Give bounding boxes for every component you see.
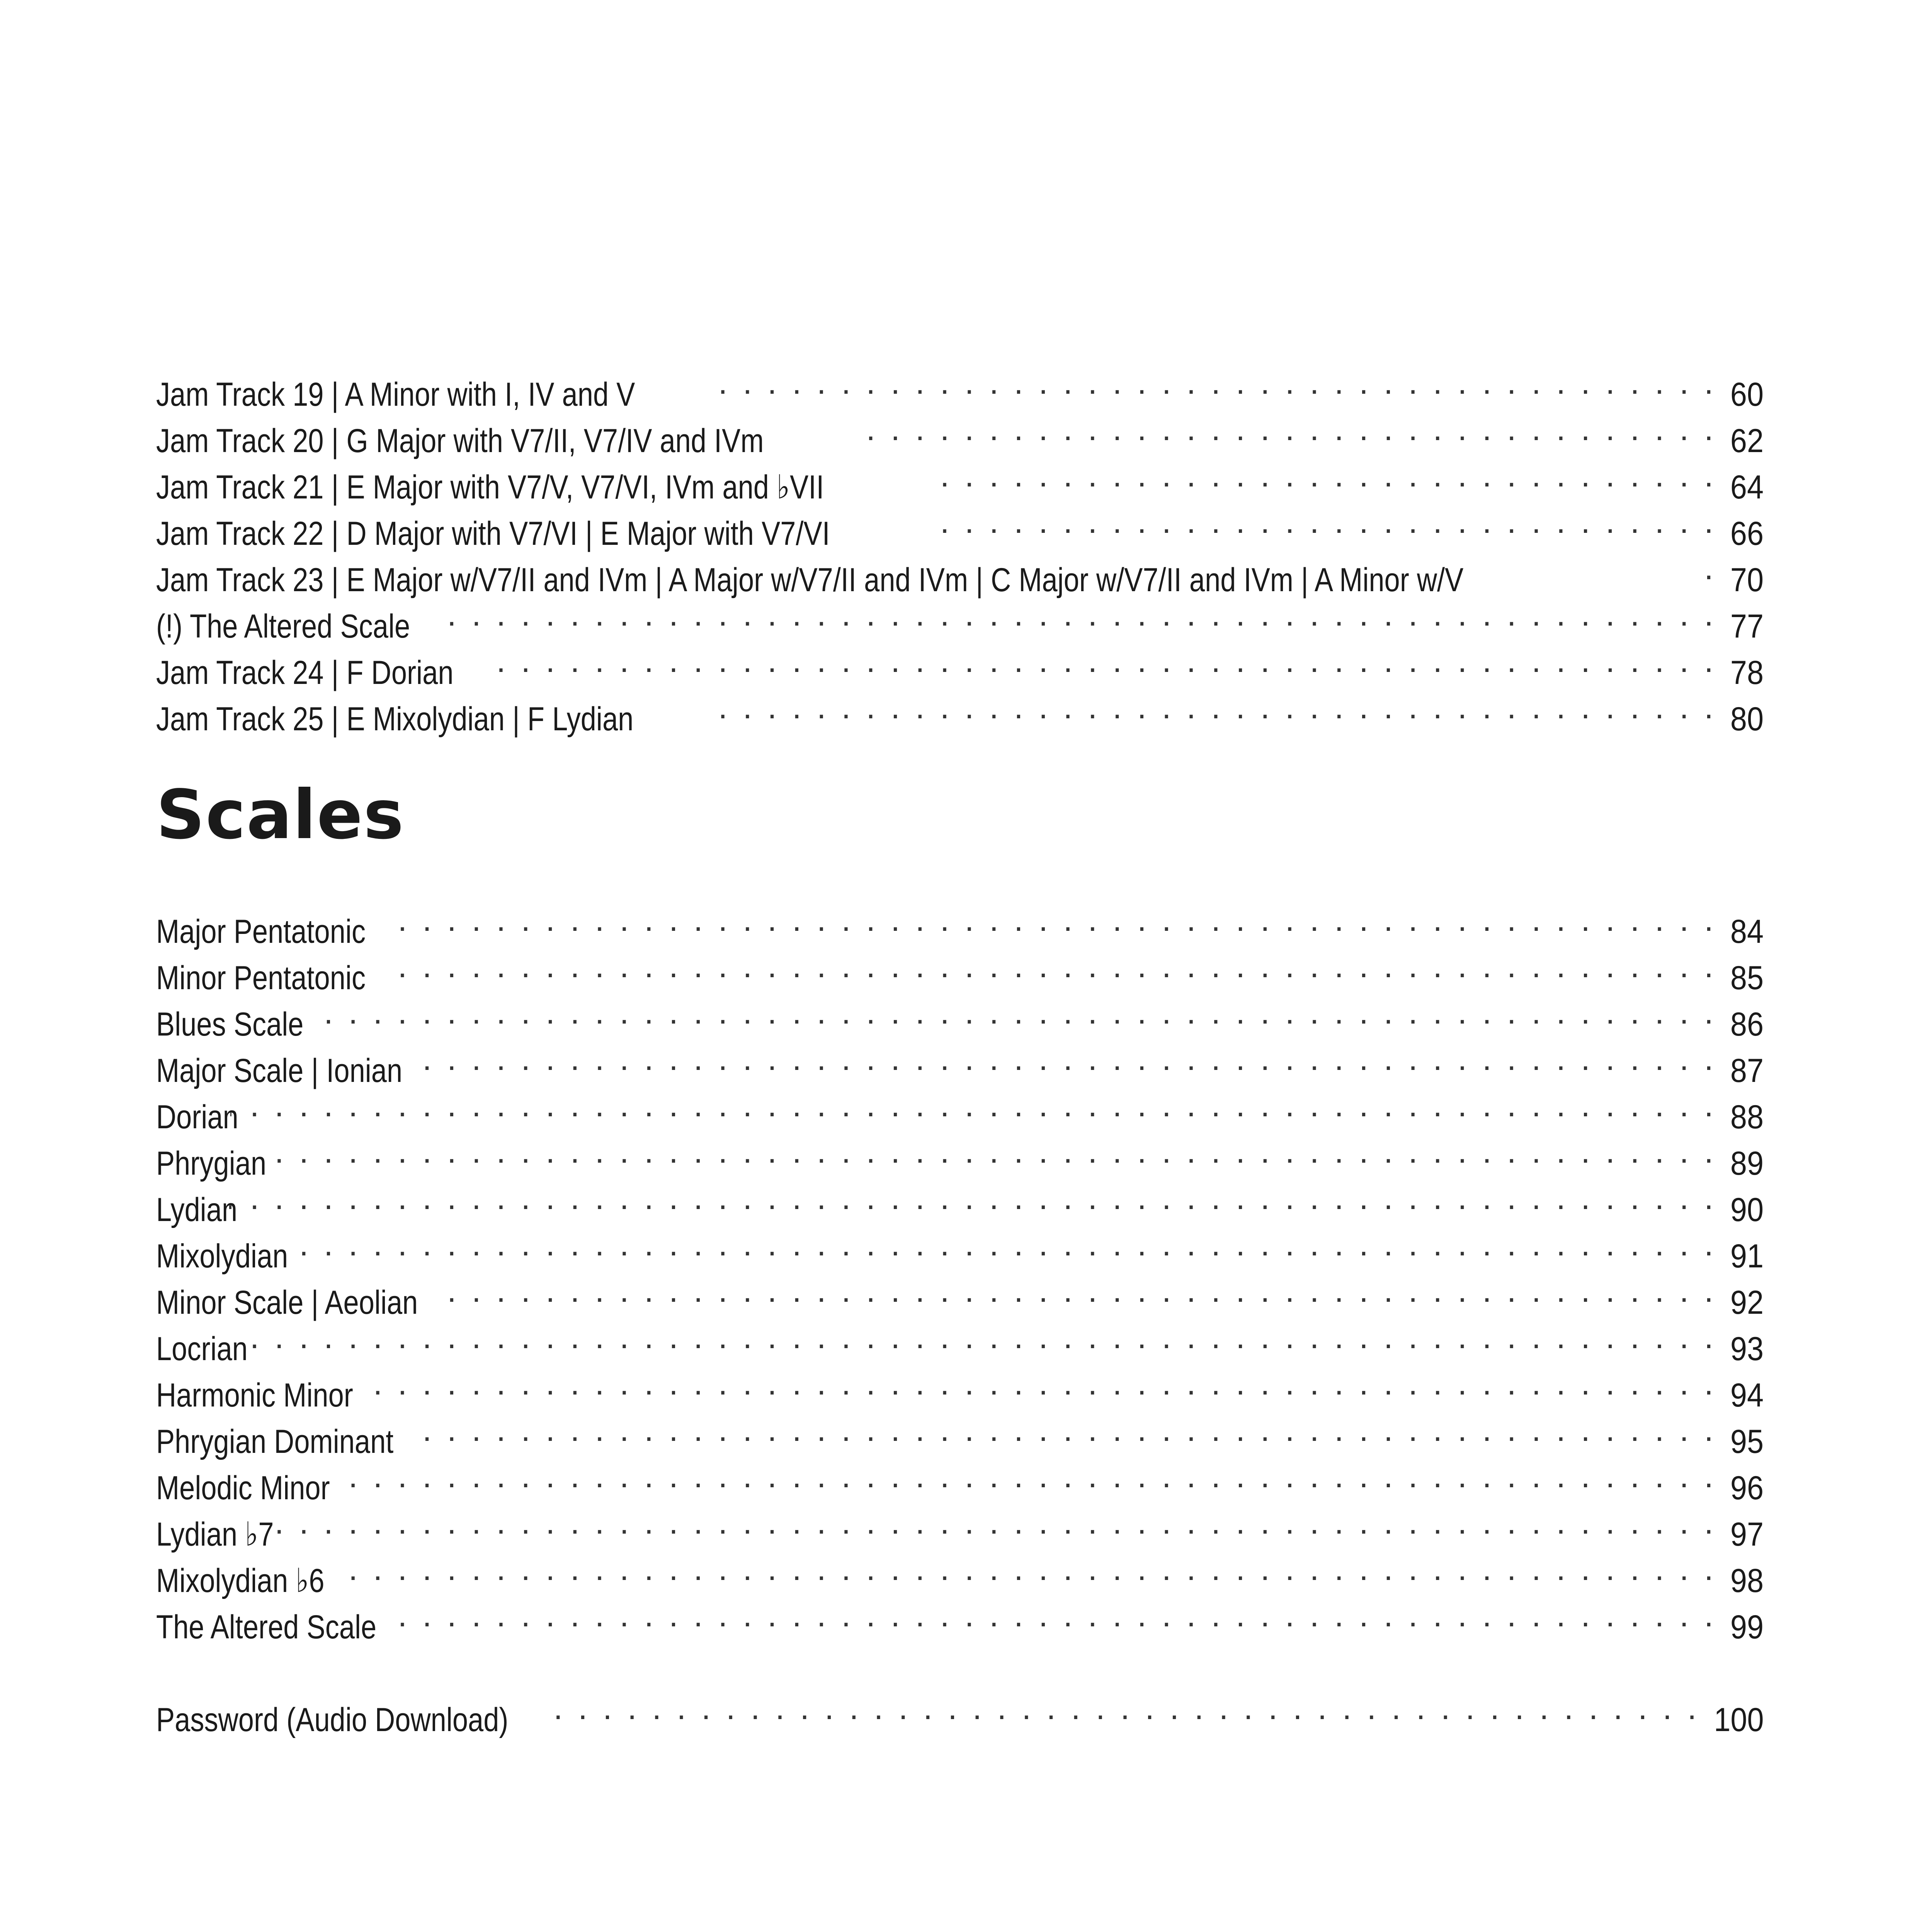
toc-entry-page: 85 <box>1730 959 1764 997</box>
toc-entry-title: Major Scale | Ionian <box>156 1052 403 1089</box>
toc-entry-title: Lydian ♭7 <box>156 1516 274 1553</box>
toc-entry-title: Jam Track 20 | G Major with V7/II, V7/IV and IVm <box>156 422 764 459</box>
toc-entry-title: Lydian <box>156 1191 238 1228</box>
dot-leader <box>486 638 1716 684</box>
toc-entry[interactable] <box>156 1128 1764 1182</box>
dot-leader <box>1689 545 1717 591</box>
scales-list <box>156 896 1764 1646</box>
toc-entry-title: The Altered Scale <box>156 1609 377 1646</box>
toc-entry-title: (!) The Altered Scale <box>156 608 410 645</box>
dot-leader <box>230 1082 1716 1128</box>
toc-entry[interactable] <box>156 1685 1764 1738</box>
toc-entry-page: 66 <box>1730 515 1764 552</box>
dot-leader <box>382 896 1716 943</box>
toc-entry[interactable] <box>156 896 1764 950</box>
toc-entry-page: 90 <box>1730 1191 1764 1228</box>
toc-entry-title: Jam Track 22 | D Major with V7/VI | E Major with V7/VI <box>156 515 830 552</box>
dot-leader <box>444 1267 1716 1314</box>
toc-entry-title: Jam Track 19 | A Minor with I, IV and V <box>156 376 635 413</box>
dot-leader <box>289 1221 1716 1267</box>
jam-track-list <box>156 359 1764 738</box>
dot-leader <box>703 359 1716 406</box>
extra-list <box>156 1685 1764 1738</box>
dot-leader <box>415 1406 1716 1453</box>
dot-leader <box>272 1499 1716 1546</box>
toc-entry-page: 77 <box>1730 608 1764 645</box>
toc-entry[interactable] <box>156 1267 1764 1321</box>
toc-entry-title: Harmonic Minor <box>156 1377 353 1414</box>
toc-entry-title: Jam Track 24 | F Dorian <box>156 654 454 691</box>
toc-entry[interactable] <box>156 1314 1764 1367</box>
dot-leader <box>552 1685 1700 1731</box>
toc-entry-page: 94 <box>1730 1377 1764 1414</box>
toc-entry[interactable] <box>156 1592 1764 1646</box>
dot-leader <box>264 1128 1716 1175</box>
toc-entry[interactable] <box>156 1453 1764 1507</box>
toc-entry[interactable] <box>156 359 1764 413</box>
toc-entry-title: Locrian <box>156 1330 248 1367</box>
toc-entry-page: 60 <box>1730 376 1764 413</box>
dot-leader <box>242 1314 1716 1360</box>
toc-entry[interactable] <box>156 943 1764 997</box>
toc-entry-title: Major Pentatonic <box>156 913 366 950</box>
dot-leader <box>395 1592 1716 1638</box>
toc-entry-page: 91 <box>1730 1238 1764 1275</box>
dot-leader <box>927 452 1716 498</box>
toc-entry[interactable] <box>156 1221 1764 1275</box>
dot-leader <box>425 1036 1716 1082</box>
toc-entry-title: Jam Track 25 | E Mixolydian | F Lydian <box>156 701 634 738</box>
section-heading-scales: Scales <box>156 776 405 854</box>
toc-entry[interactable] <box>156 1546 1764 1599</box>
toc-entry-page: 87 <box>1730 1052 1764 1089</box>
toc-entry-title: Jam Track 23 | E Major w/V7/II and IVm | A Major w/V7/II and IVm | C Major w/V7/II and IVm | A Minor w/V <box>156 561 1464 599</box>
toc-entry-page: 93 <box>1730 1330 1764 1367</box>
toc-page <box>156 0 1764 1932</box>
toc-entry-page: 96 <box>1730 1469 1764 1507</box>
toc-entry-title: Password (Audio Download) <box>156 1701 509 1738</box>
toc-entry[interactable] <box>156 1082 1764 1136</box>
toc-entry-title: Mixolydian ♭6 <box>156 1562 325 1599</box>
toc-entry-page: 99 <box>1730 1609 1764 1646</box>
dot-leader <box>935 498 1716 545</box>
toc-entry-page: 88 <box>1730 1099 1764 1136</box>
toc-entry-page: 78 <box>1730 654 1764 691</box>
dot-leader <box>229 1175 1716 1221</box>
toc-entry-page: 95 <box>1730 1423 1764 1460</box>
toc-entry[interactable] <box>156 1175 1764 1228</box>
toc-entry-page: 89 <box>1730 1145 1764 1182</box>
dot-leader <box>367 1360 1716 1406</box>
toc-entry[interactable] <box>156 1360 1764 1414</box>
toc-entry-page: 64 <box>1730 469 1764 506</box>
dot-leader <box>701 684 1716 730</box>
toc-entry-title: Jam Track 21 | E Major with V7/V, V7/VI, IVm and ♭VII <box>156 469 824 506</box>
dot-leader <box>339 1453 1716 1499</box>
dot-leader <box>333 1546 1716 1592</box>
toc-entry-page: 92 <box>1730 1284 1764 1321</box>
toc-entry[interactable] <box>156 1406 1764 1460</box>
dot-leader <box>435 591 1716 638</box>
toc-entry-title: Minor Scale | Aeolian <box>156 1284 418 1321</box>
toc-entry-title: Phrygian <box>156 1145 267 1182</box>
dot-leader <box>382 943 1716 989</box>
toc-entry-page: 98 <box>1730 1562 1764 1599</box>
toc-entry-title: Minor Pentatonic <box>156 959 366 997</box>
toc-entry-title: Dorian <box>156 1099 238 1136</box>
toc-entry-title: Melodic Minor <box>156 1469 330 1507</box>
toc-entry-page: 100 <box>1713 1701 1764 1738</box>
dot-leader <box>856 406 1716 452</box>
toc-entry-page: 97 <box>1730 1516 1764 1553</box>
toc-entry-title: Phrygian Dominant <box>156 1423 394 1460</box>
toc-entry-page: 80 <box>1730 701 1764 738</box>
dot-leader <box>308 989 1716 1036</box>
toc-entry[interactable] <box>156 989 1764 1043</box>
toc-entry-title: Blues Scale <box>156 1006 304 1043</box>
toc-entry-page: 84 <box>1730 913 1764 950</box>
toc-entry[interactable] <box>156 1499 1764 1553</box>
toc-entry-page: 70 <box>1730 561 1764 599</box>
toc-entry-page: 86 <box>1730 1006 1764 1043</box>
toc-entry-page: 62 <box>1730 422 1764 459</box>
toc-entry[interactable] <box>156 1036 1764 1089</box>
toc-entry-title: Mixolydian <box>156 1238 288 1275</box>
